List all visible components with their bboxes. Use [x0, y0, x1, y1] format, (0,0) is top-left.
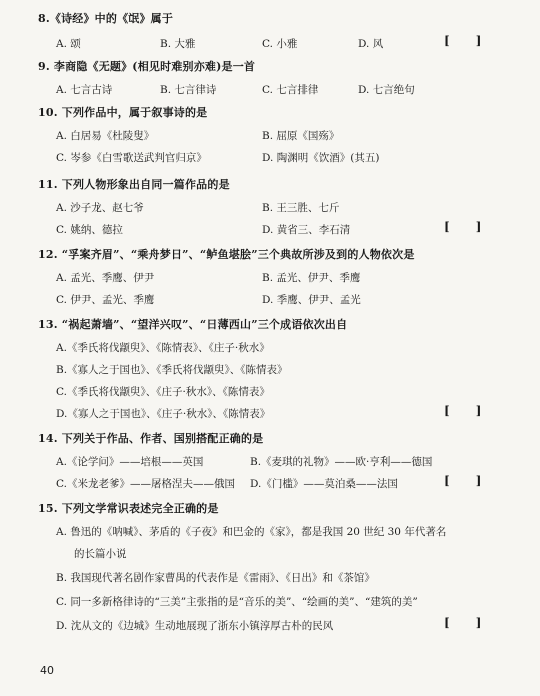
question-stem: 13. “祸起萧墙”、“望洋兴叹”、“日薄西山”三个成语依次出自	[38, 318, 348, 331]
option-b: B. 屈原《国殇》	[262, 130, 340, 142]
option-a: A.《季氏将伐颛臾》、《陈情表》、《庄子·秋水》	[56, 342, 270, 354]
option-a: A. 孟光、季鹰、伊尹	[56, 272, 155, 284]
option-b: B. 王三胜、七斤	[262, 202, 340, 214]
option-b: B.《麦琪的礼物》——欧·亨利——德国	[250, 456, 433, 468]
question-stem: 11. 下列人物形象出自同一篇作品的是	[38, 178, 230, 191]
option-c: C. 小雅	[262, 38, 298, 50]
option-a: A. 七言古诗	[56, 84, 113, 96]
option-d: D. 陶渊明《饮酒》(其五)	[262, 152, 380, 164]
option-b: B. 大雅	[160, 38, 196, 50]
option-a: A. 沙子龙、赵七爷	[56, 202, 144, 214]
option-d: D. 季鹰、伊尹、孟光	[262, 294, 361, 306]
option-c: C. 岑参《白雪歌送武判官归京》	[56, 152, 207, 164]
option-c: C. 姚纳、德拉	[56, 224, 123, 236]
option-b: B. 七言律诗	[160, 84, 217, 96]
option-b: B.《寡人之于国也》、《季氏将伐颛臾》、《陈情表》	[56, 364, 288, 376]
question-stem: 8.《诗经》中的《氓》属于	[38, 12, 174, 25]
option-b: B. 孟光、伊尹、季鹰	[262, 272, 361, 284]
option-c: C. 伊尹、孟光、季鹰	[56, 294, 155, 306]
option-c: C.《米龙老爹》——屠格涅夫——俄国	[56, 478, 235, 490]
question-stem: 14. 下列关于作品、作者、国别搭配正确的是	[38, 432, 264, 445]
answer-bracket[interactable]: [ ]	[444, 616, 482, 630]
option-d: D. 沈从文的《边城》生动地展现了浙东小镇淳厚古朴的民风	[56, 620, 334, 632]
option-a: A. 白居易《杜陵叟》	[56, 130, 155, 142]
option-c: C.《季氏将伐颛臾》、《庄子·秋水》、《陈情表》	[56, 386, 270, 398]
option-d: D.《门槛》——莫泊桑——法国	[250, 478, 398, 490]
option-a-continued: 的长篇小说	[74, 548, 127, 560]
question-stem: 15. 下列文学常识表述完全正确的是	[38, 502, 219, 515]
option-a: A. 颂	[56, 38, 81, 50]
question-stem: 10. 下列作品中，属于叙事诗的是	[38, 106, 208, 119]
option-c: C. 同一多新格律诗的“三美”主张指的是“音乐的美”、“绘画的美”、“建筑的美”	[56, 596, 418, 608]
option-d: D. 黄省三、李石清	[262, 224, 351, 236]
option-d: D.《寡人之于国也》、《庄子·秋水》、《陈情表》	[56, 408, 271, 420]
option-a: A.《论学问》——培根——英国	[56, 456, 204, 468]
option-d: D. 风	[358, 38, 384, 50]
question-stem: 12. “孚案齐眉”、“乘舟梦日”、“鲈鱼堪脍”三个典故所涉及到的人物依次是	[38, 248, 415, 261]
answer-bracket[interactable]: [ ]	[444, 220, 482, 234]
page-number: 40	[40, 664, 54, 677]
option-d: D. 七言绝句	[358, 84, 415, 96]
option-b: B. 我国现代著名剧作家曹禺的代表作是《雷雨》、《日出》和《茶馆》	[56, 572, 375, 584]
answer-bracket[interactable]: [ ]	[444, 404, 482, 418]
option-a: A. 鲁迅的《呐喊》、茅盾的《子夜》和巴金的《家》，都是我国 20 世纪 30 年代著名	[56, 526, 447, 538]
answer-bracket[interactable]: [ ]	[444, 34, 482, 48]
option-c: C. 七言排律	[262, 84, 319, 96]
question-stem: 9. 李商隐《无题》(相见时难别亦难)是一首	[38, 60, 256, 73]
answer-bracket[interactable]: [ ]	[444, 474, 482, 488]
